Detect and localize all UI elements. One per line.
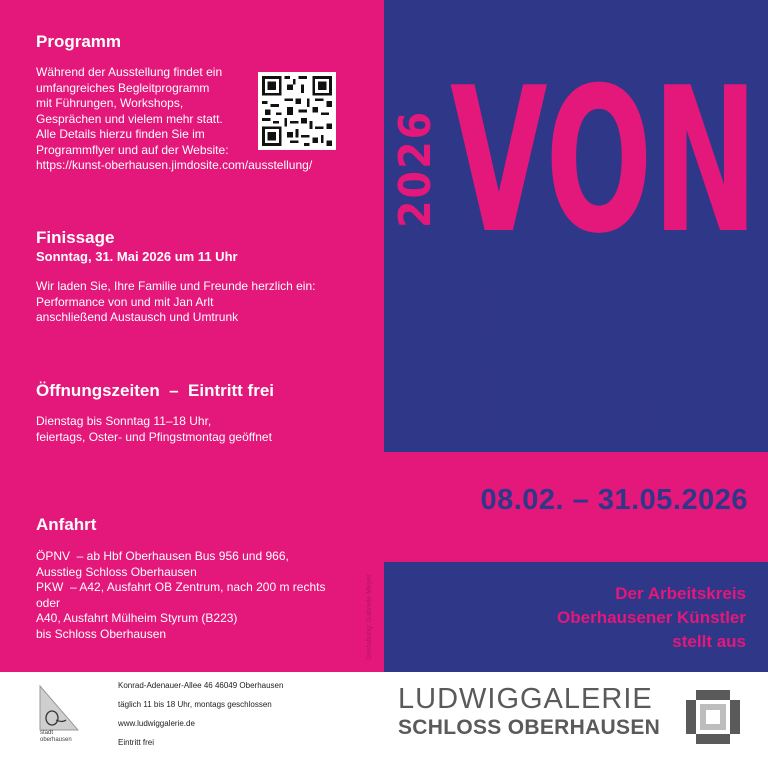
finissage-text (36, 279, 376, 326)
gallery-name-line2: SCHLOSS OBERHAUSEN (398, 716, 661, 739)
title-year: 2026 (390, 109, 441, 228)
program-line: Programmflyer und auf der Website: (36, 142, 229, 157)
hours-line: Dienstag bis Sonntag 11–18 Uhr, (36, 414, 212, 428)
svg-text:VON: VON (450, 70, 758, 242)
directions-line: A40, Ausfahrt Mülheim Styrum (B223) (36, 611, 238, 625)
ludwiggalerie-logo-icon (686, 690, 740, 744)
finissage-line: Wir laden Sie, Ihre Familie und Freunde herzlich ein: (36, 279, 316, 293)
finissage-date: Sonntag, 31. Mai 2026 um 11 Uhr (36, 249, 238, 264)
directions-line: oder (36, 595, 61, 610)
finissage-section (36, 228, 376, 326)
program-line: Während der Ausstellung findet ein (36, 65, 223, 79)
program-line: Alle Details hierzu finden Sie im (36, 127, 205, 141)
footer-opening: täglich 11 bis 18 Uhr, montags geschlossen (118, 700, 272, 709)
svg-text:HIER: HIER (412, 268, 756, 444)
title-word-von (450, 70, 760, 242)
directions-line: PKW – A42, Ausfahrt OB Zentrum, nach 200 m rechts (36, 580, 326, 594)
finissage-line: Performance von und mit Jan Arlt (36, 294, 214, 309)
program-line: mit Führungen, Workshops, (36, 96, 184, 110)
program-url[interactable]: https://kunst-oberhausen.jimdosite.com/ausstellung/ (36, 158, 313, 172)
directions-line: ÖPNV – ab Hbf Oberhausen Bus 956 und 966, (36, 549, 289, 563)
footer-website[interactable]: www.ludwiggalerie.de (118, 719, 195, 728)
gallery-name-line1: LUDWIGGALERIE (398, 683, 653, 715)
hours-heading: Öffnungszeiten – Eintritt frei (36, 381, 275, 400)
directions-line: bis Schloss Oberhausen (36, 626, 167, 641)
design-credit: Gestaltung: Gabriele Meyer (366, 574, 373, 660)
finissage-heading: Finissage (36, 228, 115, 247)
footer-address: Konrad-Adenauer-Allee 46 46049 Oberhausen (118, 681, 284, 690)
finissage-line: anschließend Austausch und Umtrunk (36, 310, 239, 324)
exhibitor-line: Der Arbeitskreis (615, 584, 746, 603)
exhibitor-line: stellt aus (672, 632, 746, 651)
program-line: Gesprächen und vielem mehr statt. (36, 111, 223, 126)
directions-line: Ausstieg Schloss Oberhausen (36, 564, 197, 579)
qr-code-icon[interactable] (258, 72, 336, 150)
footer-entry: Eintritt frei (118, 738, 155, 747)
exhibition-dates: 08.02. – 31.05.2026 (480, 484, 748, 516)
program-line: umfangreiches Begleitprogramm (36, 80, 210, 95)
exhibitor-text (557, 582, 746, 654)
stadt-logo-text: stadt oberhausen (40, 730, 72, 743)
hours-text (36, 414, 376, 445)
directions-text (36, 549, 366, 642)
hours-line: feiertags, Oster- und Pfingstmontag geöffnet (36, 429, 272, 444)
directions-heading: Anfahrt (36, 515, 97, 534)
hours-section (36, 381, 376, 445)
directions-section (36, 515, 366, 642)
program-heading: Programm (36, 32, 122, 51)
title-word-hier (412, 268, 758, 444)
exhibitor-line: Oberhausener Künstler (557, 608, 746, 627)
